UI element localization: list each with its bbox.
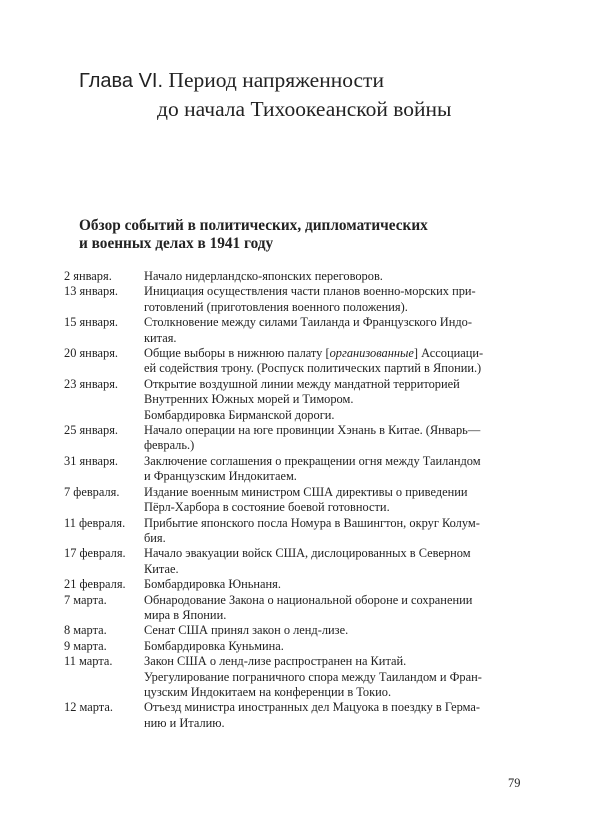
event-description: [144, 377, 522, 423]
event-row: [64, 454, 524, 485]
event-date: 17 февраля.: [64, 546, 126, 561]
event-text-line: бия.: [144, 530, 166, 545]
event-text-line: Закон США о ленд-лизе распространен на Китай.: [144, 654, 407, 669]
event-row: [64, 546, 524, 577]
event-date: 31 января.: [64, 453, 118, 468]
event-text-line: Начало операции на юге провинции Хэнань в Китае. (Январь—: [144, 423, 481, 438]
event-text-line: Начало нидерландско-японских переговоров.: [144, 269, 383, 283]
event-date: 13 января.: [64, 284, 118, 299]
section-heading: [79, 217, 428, 253]
event-text-line: и Французским Индокитаем.: [144, 469, 297, 484]
page-number: 79: [508, 776, 521, 790]
event-date: 23 января.: [64, 376, 118, 391]
event-description: [144, 593, 522, 624]
event-date: 25 января.: [64, 423, 118, 438]
chapter-title-line-2: до начала Тихоокеанской войны: [157, 97, 452, 121]
event-text-line: цузским Индокитаем на конференции в Токио.: [144, 684, 392, 699]
event-text-line: ей содействия трону. (Роспуск политических партий в Японии.): [144, 361, 482, 376]
event-description: [144, 546, 522, 577]
event-text-line: Прибытие японского посла Номура в Вашингтон, округ Колум-: [144, 515, 480, 530]
event-row: [64, 516, 524, 547]
event-text-fragment: ] Ассоциаци-: [413, 346, 484, 361]
event-text-line: Пёрл-Харбора в состояние боевой готовности.: [144, 500, 390, 515]
event-text-line: Бомбардировка Юньнаня.: [144, 577, 281, 592]
event-row: [64, 654, 524, 700]
event-row: [64, 284, 524, 315]
event-date: 2 января.: [64, 269, 112, 283]
event-description: [144, 346, 522, 377]
chapter-title-line-1: Период напряженности: [168, 68, 384, 92]
event-text-line: Внутренних Южных морей и Тимором.: [144, 392, 354, 407]
event-text-line: Начало эвакуации войск США, дислоцированных в Северном: [144, 546, 471, 561]
event-text-line: Бомбардировка Бирманской дороги.: [144, 407, 335, 422]
event-text-line: Бомбардировка Куньмина.: [144, 638, 284, 653]
event-text-line: Урегулирование пограничного спора между Таиландом и Фран-: [144, 669, 482, 684]
event-text-line: нию и Италию.: [144, 715, 225, 730]
chapter-heading: [79, 66, 451, 123]
event-text-line: Заключение соглашения о прекращении огня между Таиландом: [144, 453, 481, 468]
event-description: [144, 654, 522, 700]
event-row: [64, 577, 524, 592]
event-text-line: Инициация осуществления части планов военно-морских при-: [144, 284, 476, 299]
event-row: [64, 346, 524, 377]
event-text-line: мира в Японии.: [144, 607, 227, 622]
event-row: [64, 623, 524, 638]
event-text-line: Сенат США принял закон о ленд-лизе.: [144, 623, 349, 638]
event-text-line: Столкновение между силами Таиланда и Французского Индо-: [144, 315, 472, 330]
event-text-line: Китае.: [144, 561, 179, 576]
event-row: [64, 423, 524, 454]
event-text-line: Издание военным министром США директивы о приведении: [144, 484, 468, 499]
event-date: 21 февраля.: [64, 577, 126, 592]
event-row: [64, 700, 524, 731]
section-title-line-1: Обзор событий в политических, дипломатических: [79, 217, 428, 234]
event-date: 7 февраля.: [64, 484, 120, 499]
event-description: [144, 454, 522, 485]
event-row: [64, 639, 524, 654]
event-text-line: китая.: [144, 330, 177, 345]
event-date: 7 марта.: [64, 592, 107, 607]
event-row: [64, 485, 524, 516]
event-text-line: Отъезд министра иностранных дел Мацуока в поездку в Герма-: [144, 700, 480, 715]
event-text-line: Обнародование Закона о национальной обороне и сохранении: [144, 592, 473, 607]
event-date: 11 февраля.: [64, 515, 126, 530]
event-text-fragment: Общие выборы в нижнюю палату [: [144, 346, 330, 361]
event-row: [64, 315, 524, 346]
event-text-line: Открытие воздушной линии между мандатной территорией: [144, 376, 460, 391]
event-text-italic: организованные: [329, 346, 414, 361]
event-row: [64, 593, 524, 624]
event-date: 9 марта.: [64, 638, 107, 653]
event-text-line: готовлений (приготовления военного положения).: [144, 299, 408, 314]
event-date: 12 марта.: [64, 700, 113, 715]
event-row: [64, 377, 524, 423]
section-title-line-2: и военных делах в 1941 году: [79, 235, 274, 252]
event-description: [144, 315, 522, 346]
event-description: [144, 485, 522, 516]
event-description: [144, 700, 522, 731]
event-description: [144, 577, 522, 592]
events-list: [64, 269, 524, 731]
chapter-label: Глава VI.: [79, 70, 164, 92]
event-description: [144, 284, 522, 315]
event-description: [144, 423, 522, 454]
event-description: [144, 269, 522, 284]
event-date: 15 января.: [64, 315, 118, 330]
event-row: [64, 269, 524, 284]
event-date: 11 марта.: [64, 654, 113, 669]
event-text-line: февраль.): [144, 438, 195, 453]
event-description: [144, 639, 522, 654]
event-text-line: [144, 346, 522, 361]
event-description: [144, 516, 522, 547]
event-date: 8 марта.: [64, 623, 107, 638]
event-description: [144, 623, 522, 638]
event-date: 20 января.: [64, 346, 118, 361]
